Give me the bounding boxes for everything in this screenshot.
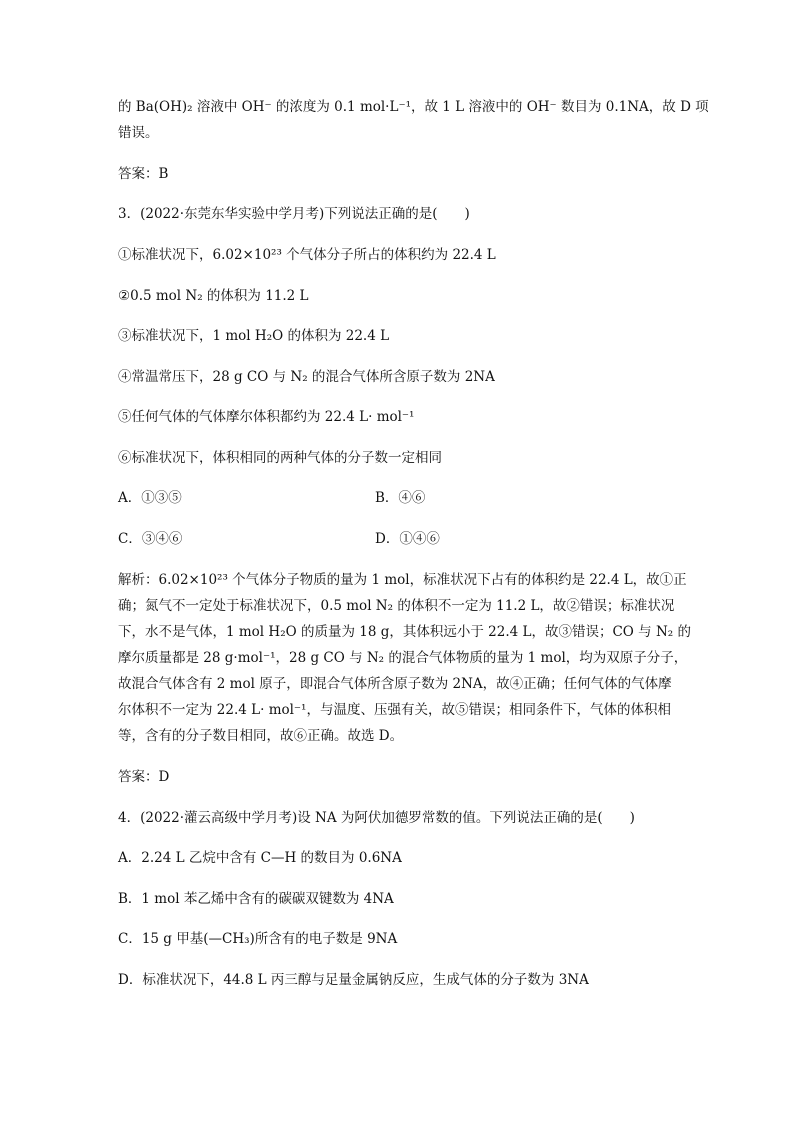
- answer-line-q3: 答案：D: [118, 769, 170, 785]
- option-d-q4: D．标准状况下，44.8 L 丙三醇与足量金属钠反应，生成气体的分子数为 3NA: [118, 972, 589, 988]
- option-c-q3: C．③④⑥: [118, 531, 183, 547]
- explanation-line-3: 下，水不是气体，1 mol H₂O 的质量为 18 g，其体积远小于 22.4 L，故③错误；CO 与 N₂ 的: [118, 624, 691, 640]
- question-4-stem: 4．(2022·灌云高级中学月考)设 NA 为阿伏加德罗常数的值。下列说法正确的是( ): [118, 810, 635, 826]
- explanation-line-4: 摩尔质量都是 28 g·mol⁻¹，28 g CO 与 N₂ 的混合气体物质的量为 1 mol，均为双原子分子，: [118, 650, 688, 666]
- explanation-line-6: 尔体积不一定为 22.4 L· mol⁻¹，与温度、压强有关，故⑤错误；相同条件下，气体的体积相: [118, 702, 671, 718]
- statement-1: ①标准状况下，6.02×10²³ 个气体分子所占的体积约为 22.4 L: [118, 247, 496, 263]
- question-3-stem: 3．(2022·东莞东华实验中学月考)下列说法正确的是( ): [118, 206, 470, 222]
- option-d-q3: D．①④⑥: [375, 531, 440, 547]
- statement-2: ②0.5 mol N₂ 的体积为 11.2 L: [118, 288, 309, 304]
- explanation-line-1: 解析：6.02×10²³ 个气体分子物质的量为 1 mol，标准状况下占有的体积约是 22.4 L，故①正: [118, 572, 687, 588]
- text-line-continuation-1: 的 Ba(OH)₂ 溶液中 OH⁻ 的浓度为 0.1 mol·L⁻¹，故 1 L 溶液中的 OH⁻ 数目为 0.1NA，故 D 项: [118, 99, 709, 115]
- option-b-q4: B．1 mol 苯乙烯中含有的碳碳双键数为 4NA: [118, 891, 394, 907]
- option-b-q3: B．④⑥: [375, 490, 426, 506]
- explanation-line-5: 故混合气体含有 2 mol 原子，即混合气体所含原子数为 2NA，故④正确；任何气体的气体摩: [118, 676, 672, 692]
- statement-6: ⑥标准状况下，体积相同的两种气体的分子数一定相同: [118, 450, 442, 466]
- answer-line-q2: 答案：B: [118, 166, 169, 182]
- text-line-continuation-2: 错误。: [118, 125, 159, 141]
- statement-3: ③标准状况下，1 mol H₂O 的体积为 22.4 L: [118, 328, 390, 344]
- option-a-q3: A．①③⑤: [118, 490, 182, 506]
- statement-5: ⑤任何气体的气体摩尔体积都约为 22.4 L· mol⁻¹: [118, 409, 415, 425]
- option-a-q4: A．2.24 L 乙烷中含有 C—H 的数目为 0.6NA: [118, 850, 402, 866]
- explanation-line-2: 确；氮气不一定处于标准状况下，0.5 mol N₂ 的体积不一定为 11.2 L，故②错误；标准状况: [118, 598, 675, 614]
- explanation-line-7: 等，含有的分子数目相同，故⑥正确。故选 D。: [118, 728, 404, 744]
- statement-4: ④常温常压下，28 g CO 与 N₂ 的混合气体所含原子数为 2NA: [118, 369, 495, 385]
- option-c-q4: C．15 g 甲基(—CH₃)所含有的电子数是 9NA: [118, 931, 398, 947]
